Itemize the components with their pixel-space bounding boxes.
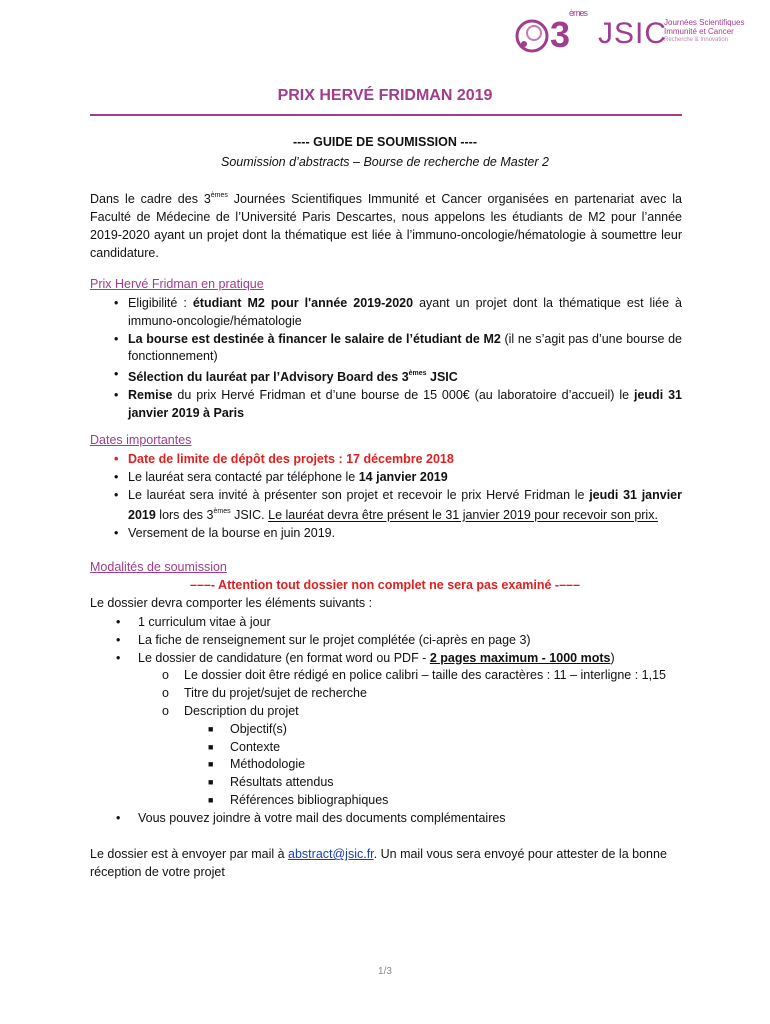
dates-list: [114, 451, 682, 543]
list-item: ■ Résultats attendus: [208, 775, 334, 790]
subtitle: Soumission d’abstracts – Bourse de recherche de Master 2: [221, 155, 549, 169]
list-item: • Vous pouvez joindre à votre mail des documents complémentaires: [116, 810, 506, 825]
list-item: • La bourse est destinée à financer le salaire de l’étudiant de M2 (il ne s’agit pas d’une bourse de fonctionnement): [114, 331, 682, 367]
guide-title: ---- GUIDE DE SOUMISSION ----: [292, 135, 477, 149]
list-item: • Versement de la bourse en juin 2019.: [114, 525, 682, 543]
title-divider: [90, 114, 682, 116]
list-item: o Titre du projet/sujet de recherche: [162, 686, 367, 701]
list-item: • 1 curriculum vitae à jour: [116, 615, 271, 629]
list-item: ■ Références bibliographiques: [208, 792, 389, 807]
list-item: • Le lauréat sera contacté par téléphone le 14 janvier 2019: [114, 469, 682, 487]
list-item: • Le dossier de candidature (en format word ou PDF - 2 pages maximum - 1000 mots): [116, 650, 615, 665]
email-link[interactable]: abstract@jsic.fr: [288, 847, 374, 861]
pratique-list: [114, 295, 682, 423]
intro-paragraph: Dans le cadre des 3èmes Journées Scientifiques Immunité et Cancer organisées en partenariat avec la Faculté de Médecine de l’Université Paris Descartes, nous appelons les étudiants de M2 pour l’année 2019-2020 ayant un projet dont la thématique est liée à l’immuno-oncologie/hématologie à soumettre leur candidature.: [90, 192, 682, 260]
page-title: PRIX HERVÉ FRIDMAN 2019: [277, 87, 493, 104]
list-item: ■ Contexte: [208, 739, 281, 754]
section-heading-pratique: Prix Hervé Fridman en pratique: [90, 277, 264, 291]
logo-edition: 3èmes: [550, 8, 588, 55]
list-item: • Remise du prix Hervé Fridman et d’une bourse de 15 000€ (au laboratoire d’accueil) le jeudi 31 janvier 2019 à Paris: [114, 387, 682, 423]
section-heading-modalites: Modalités de soumission: [90, 560, 227, 574]
logo-brand: JSIC: [598, 17, 668, 50]
jsic-logo: [512, 8, 762, 64]
section-heading-dates: Dates importantes: [90, 433, 192, 447]
list-item: o Le dossier doit être rédigé en police calibri – taille des caractères : 11 – interligne : 1,15: [162, 668, 666, 683]
dossier-list: [90, 614, 690, 828]
list-item: • Sélection du lauréat par l’Advisory Board des 3èmes JSIC: [114, 366, 682, 387]
attention-notice: –––- Attention tout dossier non complet ne sera pas examiné -–––: [190, 578, 580, 592]
swirl-logo-icon: [512, 16, 552, 56]
list-item: • Eligibilité : étudiant M2 pour l'année 2019-2020 ayant un projet dont la thématique est liée à immuno-oncologie/hématologie: [114, 295, 682, 331]
logo-tagline: Journées Scientifiques Immunité et Cancer Recherche & Innovation: [664, 18, 745, 43]
list-item: • La fiche de renseignement sur le projet complétée (ci-après en page 3): [116, 632, 531, 647]
dossier-lead-text: Le dossier devra comporter les éléments suivants :: [90, 596, 373, 610]
list-item: o Description du projet: [162, 703, 299, 718]
closing-paragraph: Le dossier est à envoyer par mail à abstract@jsic.fr. Un mail vous sera envoyé pour attester de la bonne réception de votre projet: [90, 847, 667, 879]
page-number: 1/3: [378, 966, 392, 977]
list-item: ■ Méthodologie: [208, 757, 306, 772]
list-item: • Date de limite de dépôt des projets : 17 décembre 2018: [114, 451, 682, 469]
list-item: • Le lauréat sera invité à présenter son projet et recevoir le prix Hervé Fridman le jeudi 31 janvier 2019 lors des 3èmes JSIC. Le lauréat devra être présent le 31 janvier 2019 pour recevoir son prix.: [114, 487, 682, 526]
list-item: ■ Objectif(s): [208, 721, 287, 736]
